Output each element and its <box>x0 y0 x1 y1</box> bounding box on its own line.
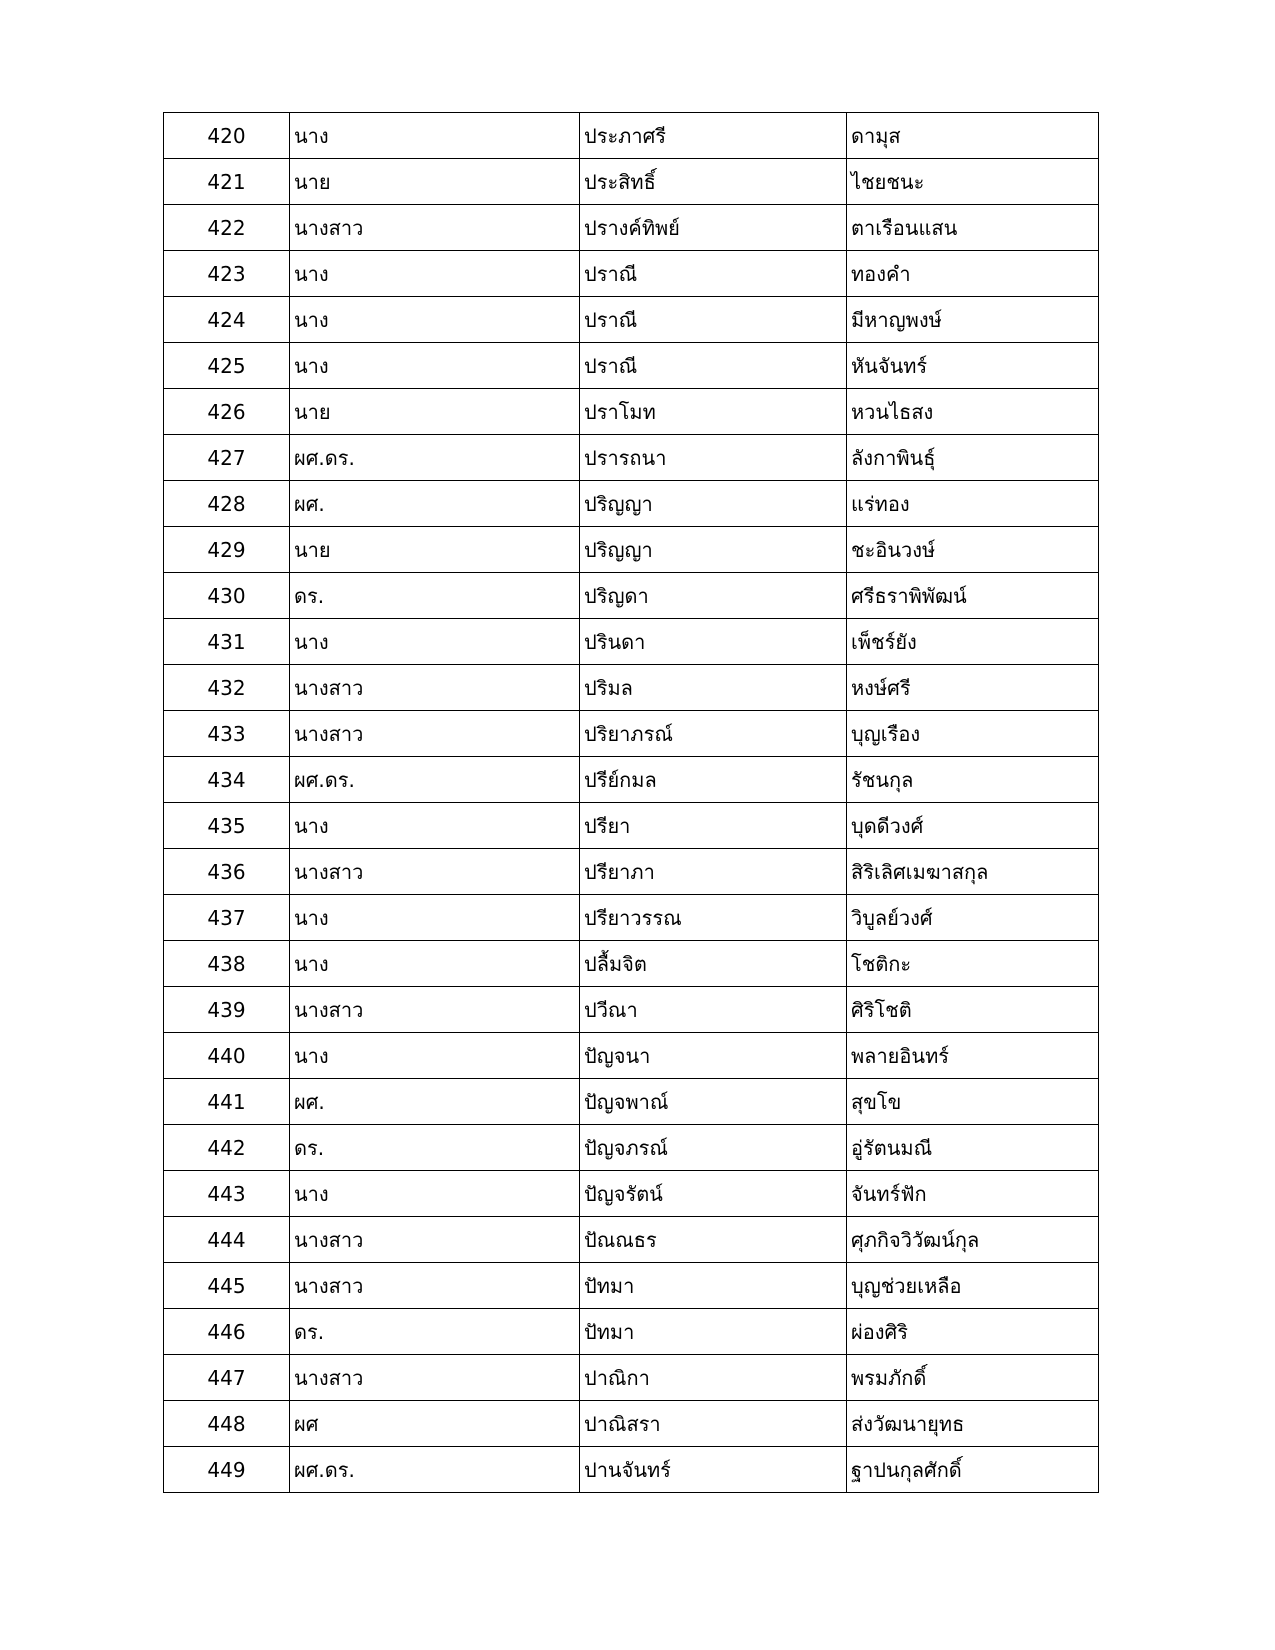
first-name-cell: ปราณี <box>580 251 847 297</box>
name-title-cell: ผศ.ดร. <box>290 435 580 481</box>
first-name-cell: ประภาศรี <box>580 113 847 159</box>
first-name-cell: ปรียาภา <box>580 849 847 895</box>
row-number-cell: 423 <box>164 251 290 297</box>
last-name-cell: พรมภักดิ์ <box>847 1355 1099 1401</box>
name-title-cell: นางสาว <box>290 1217 580 1263</box>
row-number-cell: 430 <box>164 573 290 619</box>
table-row <box>164 1309 1099 1355</box>
table-row <box>164 251 1099 297</box>
first-name-cell: ปรียาวรรณ <box>580 895 847 941</box>
row-number-cell: 431 <box>164 619 290 665</box>
table-row <box>164 297 1099 343</box>
last-name-cell: ศุภกิจวิวัฒน์กุล <box>847 1217 1099 1263</box>
table-row <box>164 803 1099 849</box>
row-number-cell: 421 <box>164 159 290 205</box>
row-number-cell: 424 <box>164 297 290 343</box>
table-row <box>164 389 1099 435</box>
last-name-cell: ผ่องศิริ <box>847 1309 1099 1355</box>
table-row <box>164 1263 1099 1309</box>
row-number-cell: 428 <box>164 481 290 527</box>
row-number-cell: 437 <box>164 895 290 941</box>
name-title-cell: นางสาว <box>290 711 580 757</box>
first-name-cell: ปัญจรัตน์ <box>580 1171 847 1217</box>
name-title-cell: นาง <box>290 343 580 389</box>
row-number-cell: 443 <box>164 1171 290 1217</box>
first-name-cell: ปริญญา <box>580 481 847 527</box>
first-name-cell: ปัญจนา <box>580 1033 847 1079</box>
first-name-cell: ปริมล <box>580 665 847 711</box>
last-name-cell: หงษ์ศรี <box>847 665 1099 711</box>
name-title-cell: ผศ.ดร. <box>290 757 580 803</box>
table-row <box>164 1355 1099 1401</box>
name-title-cell: นาง <box>290 803 580 849</box>
row-number-cell: 426 <box>164 389 290 435</box>
name-title-cell: นาง <box>290 941 580 987</box>
row-number-cell: 422 <box>164 205 290 251</box>
name-title-cell: ผศ.ดร. <box>290 1447 580 1493</box>
table-row <box>164 941 1099 987</box>
first-name-cell: ปัญจพาณ์ <box>580 1079 847 1125</box>
row-number-cell: 440 <box>164 1033 290 1079</box>
row-number-cell: 436 <box>164 849 290 895</box>
name-title-cell: นาง <box>290 251 580 297</box>
name-title-cell: นางสาว <box>290 665 580 711</box>
row-number-cell: 427 <box>164 435 290 481</box>
first-name-cell: ปวีณา <box>580 987 847 1033</box>
last-name-cell: รัชนกุล <box>847 757 1099 803</box>
last-name-cell: แร่ทอง <box>847 481 1099 527</box>
row-number-cell: 441 <box>164 1079 290 1125</box>
first-name-cell: ปัญจภรณ์ <box>580 1125 847 1171</box>
last-name-cell: บุญช่วยเหลือ <box>847 1263 1099 1309</box>
table-row <box>164 1033 1099 1079</box>
name-title-cell: นาย <box>290 527 580 573</box>
last-name-cell: หวนไธสง <box>847 389 1099 435</box>
first-name-cell: ปาณิสรา <box>580 1401 847 1447</box>
last-name-cell: สุขโข <box>847 1079 1099 1125</box>
table-row <box>164 1217 1099 1263</box>
table-row <box>164 619 1099 665</box>
table-row <box>164 1171 1099 1217</box>
name-title-cell: นาง <box>290 1171 580 1217</box>
name-title-cell: ผศ. <box>290 1079 580 1125</box>
last-name-cell: ศรีธราพิพัฒน์ <box>847 573 1099 619</box>
last-name-cell: พลายอินทร์ <box>847 1033 1099 1079</box>
name-list-body <box>164 113 1099 1493</box>
table-row <box>164 665 1099 711</box>
name-title-cell: นาง <box>290 1033 580 1079</box>
first-name-cell: ปริญดา <box>580 573 847 619</box>
table-row <box>164 849 1099 895</box>
table-row <box>164 987 1099 1033</box>
last-name-cell: ดามุส <box>847 113 1099 159</box>
name-title-cell: ผศ. <box>290 481 580 527</box>
first-name-cell: ปัทมา <box>580 1309 847 1355</box>
first-name-cell: ปานจันทร์ <box>580 1447 847 1493</box>
row-number-cell: 420 <box>164 113 290 159</box>
first-name-cell: ปลื้มจิต <box>580 941 847 987</box>
table-row <box>164 711 1099 757</box>
table-row <box>164 895 1099 941</box>
last-name-cell: ฐาปนกุลศักดิ์ <box>847 1447 1099 1493</box>
name-title-cell: นางสาว <box>290 849 580 895</box>
last-name-cell: ชะอินวงษ์ <box>847 527 1099 573</box>
first-name-cell: ปริยาภรณ์ <box>580 711 847 757</box>
last-name-cell: จันทร์ฟัก <box>847 1171 1099 1217</box>
last-name-cell: โชติกะ <box>847 941 1099 987</box>
last-name-cell: วิบูลย์วงศ์ <box>847 895 1099 941</box>
name-title-cell: นาง <box>290 895 580 941</box>
row-number-cell: 439 <box>164 987 290 1033</box>
first-name-cell: ปรีย์กมล <box>580 757 847 803</box>
row-number-cell: 438 <box>164 941 290 987</box>
row-number-cell: 433 <box>164 711 290 757</box>
name-title-cell: นาง <box>290 297 580 343</box>
table-row <box>164 159 1099 205</box>
last-name-cell: มีหาญพงษ์ <box>847 297 1099 343</box>
name-title-cell: ดร. <box>290 1125 580 1171</box>
last-name-cell: บุดดีวงศ์ <box>847 803 1099 849</box>
row-number-cell: 429 <box>164 527 290 573</box>
row-number-cell: 432 <box>164 665 290 711</box>
name-title-cell: นาง <box>290 619 580 665</box>
first-name-cell: ปัณณธร <box>580 1217 847 1263</box>
table-row <box>164 205 1099 251</box>
first-name-cell: ปรินดา <box>580 619 847 665</box>
first-name-cell: ปัทมา <box>580 1263 847 1309</box>
first-name-cell: ปราโมท <box>580 389 847 435</box>
table-row <box>164 757 1099 803</box>
last-name-cell: อู่รัตนมณี <box>847 1125 1099 1171</box>
name-list-table <box>163 112 1099 1493</box>
table-row <box>164 527 1099 573</box>
last-name-cell: บุญเรือง <box>847 711 1099 757</box>
name-title-cell: ผศ <box>290 1401 580 1447</box>
name-title-cell: นาง <box>290 113 580 159</box>
table-row <box>164 435 1099 481</box>
row-number-cell: 434 <box>164 757 290 803</box>
table-row <box>164 113 1099 159</box>
name-title-cell: นางสาว <box>290 1355 580 1401</box>
name-title-cell: นางสาว <box>290 1263 580 1309</box>
row-number-cell: 425 <box>164 343 290 389</box>
row-number-cell: 447 <box>164 1355 290 1401</box>
table-row <box>164 343 1099 389</box>
row-number-cell: 442 <box>164 1125 290 1171</box>
name-title-cell: ดร. <box>290 573 580 619</box>
table-row <box>164 1447 1099 1493</box>
first-name-cell: ปราณี <box>580 343 847 389</box>
name-title-cell: นางสาว <box>290 205 580 251</box>
row-number-cell: 449 <box>164 1447 290 1493</box>
table-row <box>164 1125 1099 1171</box>
name-title-cell: นางสาว <box>290 987 580 1033</box>
first-name-cell: ประสิทธิ์ <box>580 159 847 205</box>
first-name-cell: ปริญญา <box>580 527 847 573</box>
first-name-cell: ปาณิกา <box>580 1355 847 1401</box>
row-number-cell: 435 <box>164 803 290 849</box>
name-title-cell: นาย <box>290 389 580 435</box>
row-number-cell: 444 <box>164 1217 290 1263</box>
table-row <box>164 573 1099 619</box>
last-name-cell: หันจันทร์ <box>847 343 1099 389</box>
row-number-cell: 448 <box>164 1401 290 1447</box>
last-name-cell: ตาเรือนแสน <box>847 205 1099 251</box>
last-name-cell: สิริเลิศเมฆาสกุล <box>847 849 1099 895</box>
row-number-cell: 445 <box>164 1263 290 1309</box>
first-name-cell: ปรียา <box>580 803 847 849</box>
name-title-cell: ดร. <box>290 1309 580 1355</box>
row-number-cell: 446 <box>164 1309 290 1355</box>
first-name-cell: ปรารถนา <box>580 435 847 481</box>
last-name-cell: ไชยชนะ <box>847 159 1099 205</box>
last-name-cell: ส่งวัฒนายุทธ <box>847 1401 1099 1447</box>
table-row <box>164 1079 1099 1125</box>
last-name-cell: ศิริโชติ <box>847 987 1099 1033</box>
table-row <box>164 481 1099 527</box>
table-row <box>164 1401 1099 1447</box>
name-title-cell: นาย <box>290 159 580 205</box>
last-name-cell: เพ็ชร์ยัง <box>847 619 1099 665</box>
first-name-cell: ปรางค์ทิพย์ <box>580 205 847 251</box>
last-name-cell: ทองคำ <box>847 251 1099 297</box>
last-name-cell: ลังกาพินธุ์ <box>847 435 1099 481</box>
first-name-cell: ปราณี <box>580 297 847 343</box>
